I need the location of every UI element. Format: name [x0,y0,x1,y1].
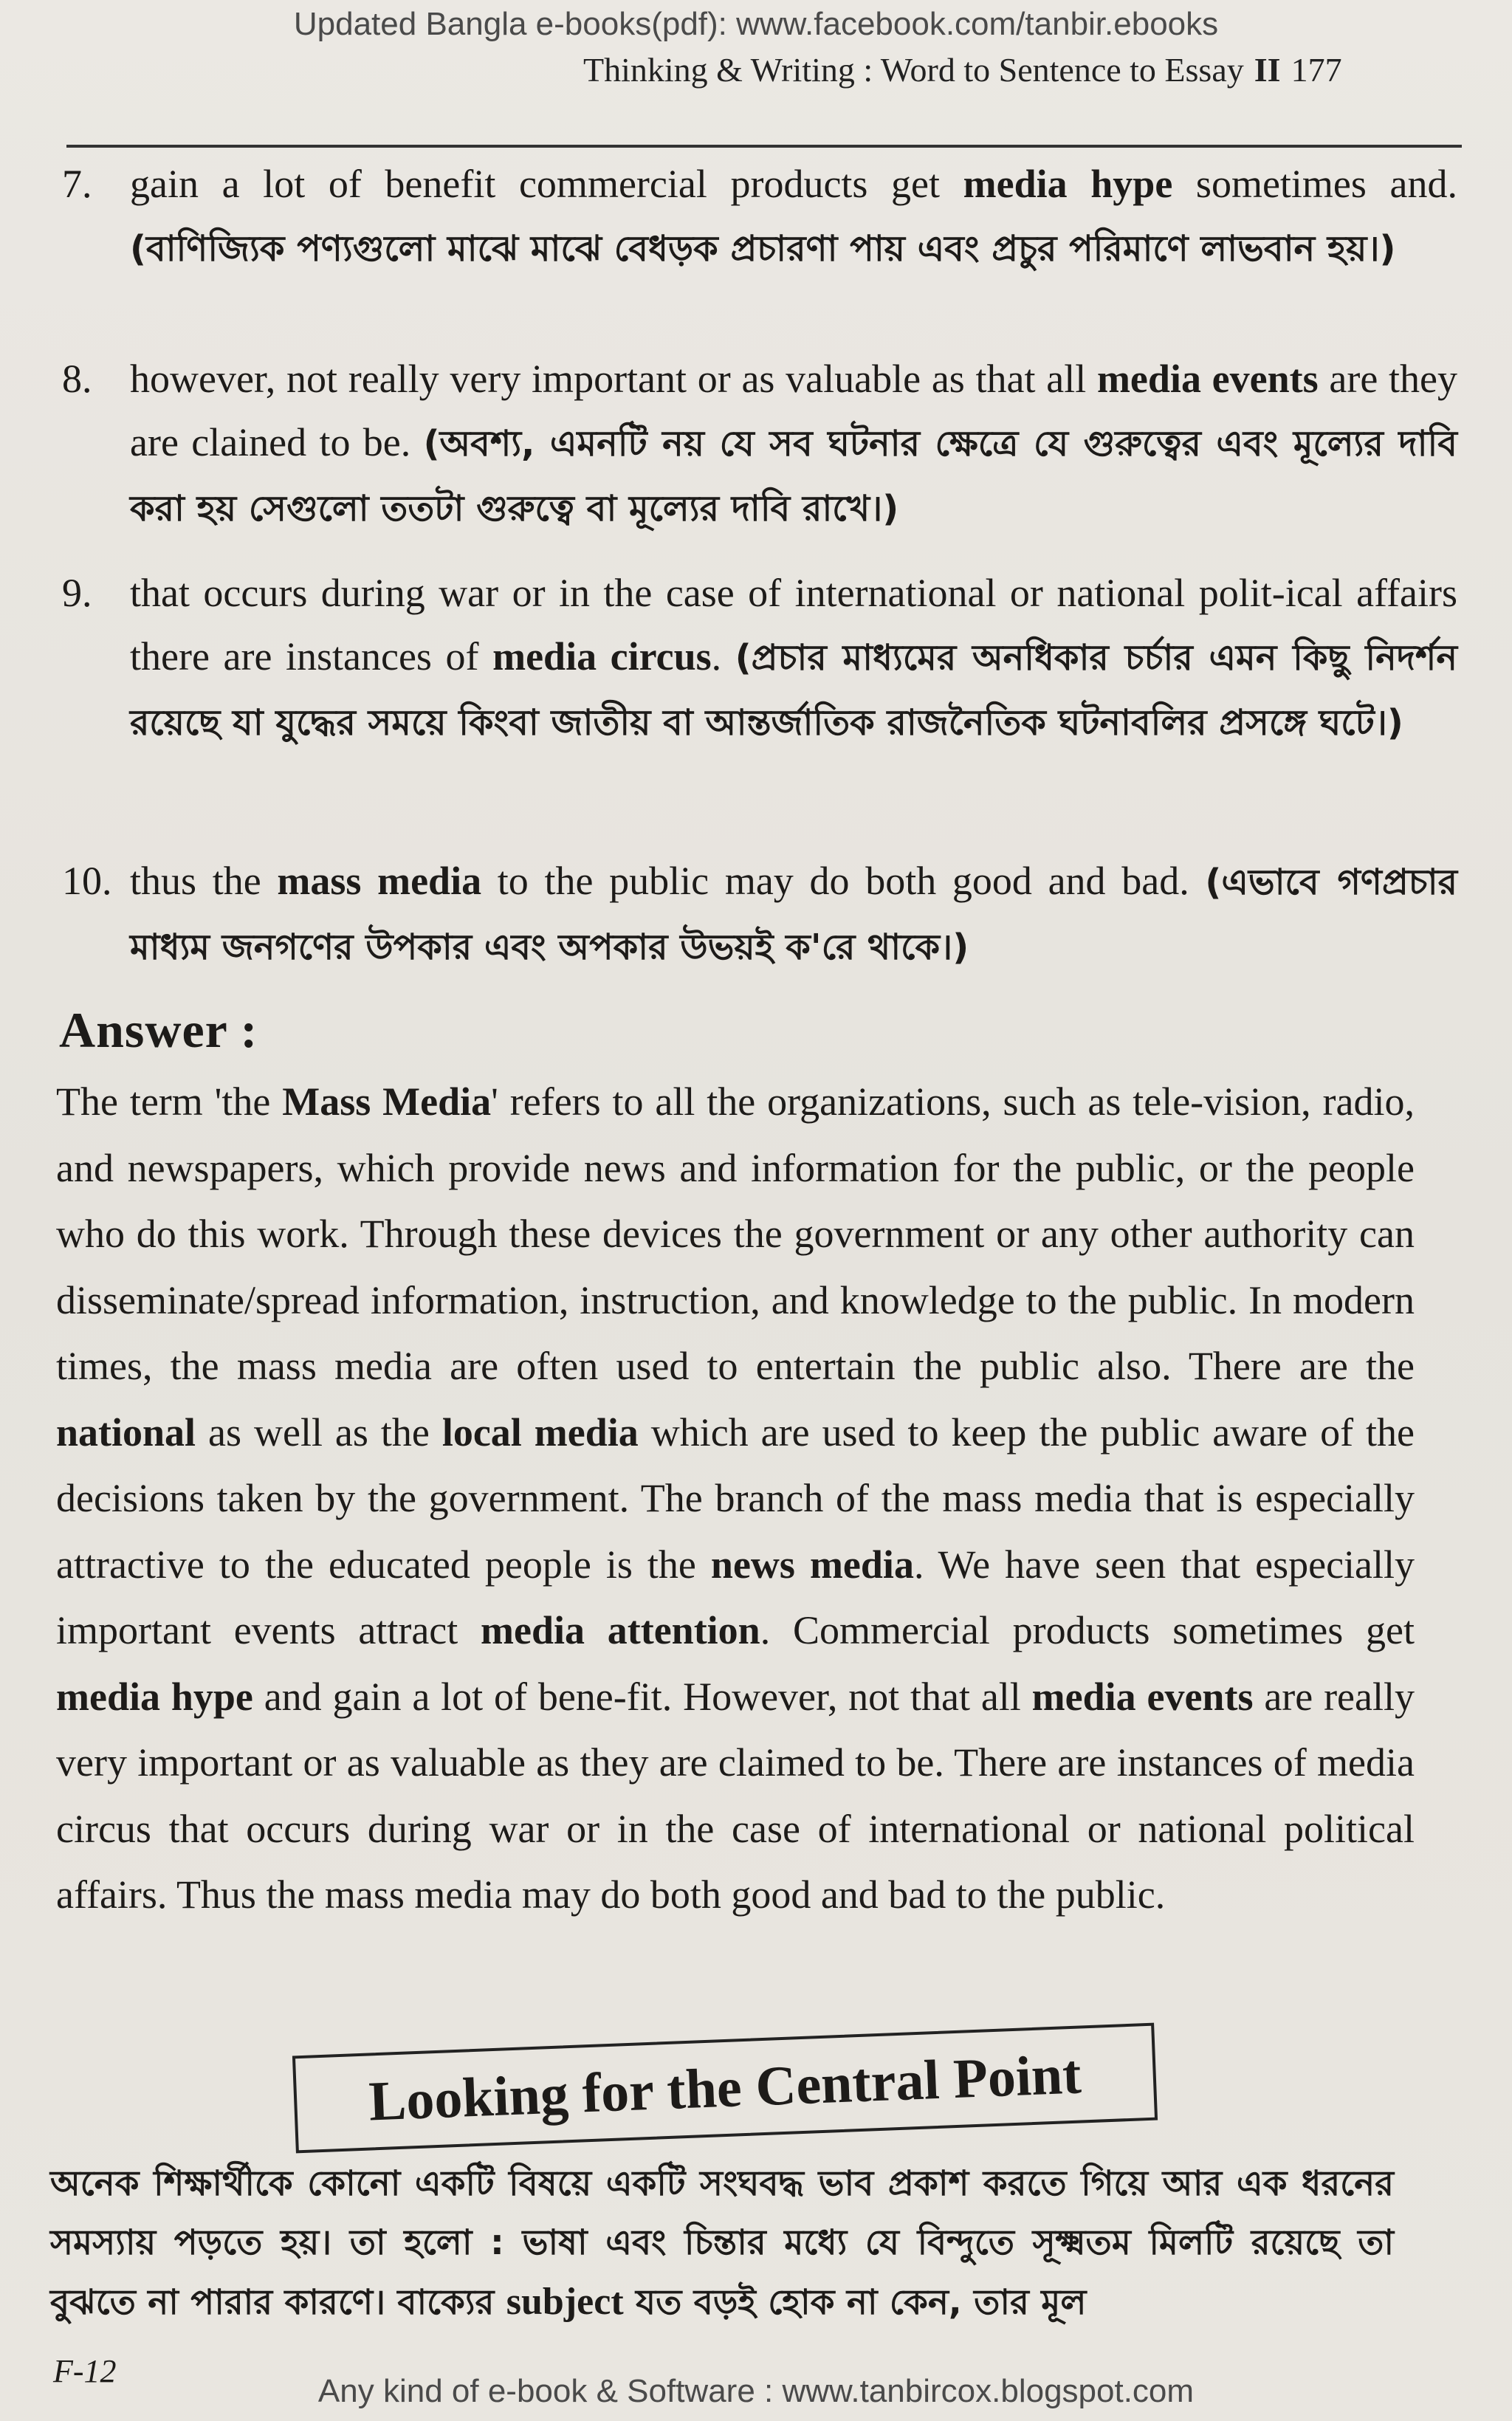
item-text-plain: that occurs during war or in the case of international or national polit-ical affairs there are instances of [130,571,1457,679]
item-key-term: media hype [963,162,1173,206]
section-intro-english-term: subject [506,2281,624,2323]
answer-key-term: media events [1031,1674,1254,1719]
running-head [583,50,1462,89]
item-text [130,561,1457,755]
item-bangla-translation: (এভাবে গণপ্রচার মাধ্যম জনগণের উপকার এবং অপকার উভয়ই ক'রে থাকে।) [130,862,1458,968]
item-text-plain: gain a lot of benefit commercial products get [130,162,963,206]
header-rule [66,145,1462,148]
answer-key-term: media attention [481,1608,760,1652]
answer-text: are really very important or as valuable as they are claimed to be. There are instances of media circus that occurs during war or in the case of international or national political affairs. Thus the mass media may do both good and bad to the public. [56,1674,1415,1917]
answer-key-term: national [56,1409,196,1455]
section-intro-paragraph [50,2154,1394,2332]
section-heading: Looking for the Central Point [367,2043,1082,2133]
list-item-8 [62,347,1457,540]
answer-key-term: news media [710,1542,914,1587]
item-text [130,347,1457,540]
page-number: 177 [1291,51,1342,89]
section-intro-text: অনেক শিক্ষার্থীকে কোনো একটি বিষয়ে একটি সংঘবদ্ধ ভাব প্রকাশ করতে গিয়ে আর এক ধরনের সমস্যায় পড়তে হয়। তা হলো : ভাষা এবং চিন্তার মধ্যে যে বিন্দুতে সূক্ষ্মতম মিলটি রয়েছে তা বুঝতে না পারার কারণে। বাক্যের [50,2163,1394,2323]
item-number: 7. [62,162,92,206]
answer-text: The term 'the [56,1079,283,1124]
answer-text: . Commercial products sometimes get [760,1608,1415,1652]
answer-text: which are used to keep the public aware of the decisions taken by the government. The branch of the mass media that is especially attractive to the educated people is the [56,1409,1415,1587]
section-intro-text: যত বড়ই হোক না কেন, তার মূল [623,2282,1087,2323]
list-item-10 [62,849,1457,979]
answer-text: as well as the [196,1409,442,1455]
answer-text: . We have seen that especially important events attract [56,1542,1415,1652]
item-text [130,849,1457,979]
item-text [130,152,1457,281]
answer-key-term: Mass Media [282,1079,492,1124]
watermark-top: Updated Bangla e-books(pdf): www.facebook.com/tanbir.ebooks [293,6,1219,42]
answer-text: and gain a lot of bene-fit. However, not that all [252,1674,1032,1719]
answer-heading: Answer : [59,1002,258,1058]
answer-text: ' refers to all the organizations, such as tele-vision, radio, and newspapers, which provide news and information for the public, or the people who do this work. Through these devices the government or any other authority can disseminate/spread information, instruction, and knowledge to the public. In modern times, the mass media are often used to entertain the public also. There are the [56,1079,1415,1388]
item-number: 8. [62,357,92,401]
section-heading-box [292,2023,1158,2154]
watermark-bottom: Any kind of e-book & Software : www.tanbircox.blogspot.com [317,2373,1195,2409]
page-signature: F-12 [53,2353,117,2389]
item-text-plain: however, not really very important or as valuable as that all [130,357,1097,401]
item-text-plain: to the public may do both good and bad. [481,859,1206,903]
item-text-plain: . [711,634,735,679]
list-item-9 [62,561,1457,755]
item-bangla-translation: (বাণিজ্যিক পণ্যগুলো মাঝে মাঝে বেধড়ক প্রচারণা পায় এবং প্রচুর পরিমাণে লাভবান হয়।) [130,228,1396,269]
item-number: 9. [62,571,92,615]
item-text-plain: sometimes and. [1172,162,1458,206]
item-key-term: mass media [277,859,482,903]
item-bangla-translation: (অবশ্য, এমনটি নয় যে সব ঘটনার ক্ষেত্রে যে গুরুত্বের এবং মূল্যের দাবি করা হয় সেগুলো ততটা গুরুত্বে বা মূল্যের দাবি রাখে।) [130,423,1457,529]
item-number: 10. [62,859,112,903]
item-key-term: media events [1096,357,1319,401]
answer-paragraph [56,1069,1415,1929]
list-item-7 [62,152,1457,281]
answer-key-term: local media [441,1409,639,1455]
running-head-separator: II [1254,51,1281,89]
answer-key-term: media hype [56,1674,253,1719]
running-head-title: Thinking & Writing : Word to Sentence to Essay [583,51,1244,89]
item-key-term: media circus [492,634,712,679]
item-text-plain: thus the [130,859,278,903]
item-text-plain: are they are clained to be. [130,357,1457,464]
item-bangla-translation: (প্রচার মাধ্যমের অনধিকার চর্চার এমন কিছু নিদর্শন রয়েছে যা যুদ্ধের সময়ে কিংবা জাতীয় বা আন্তর্জাতিক রাজনৈতিক ঘটনাবলির প্রসঙ্গে ঘটে।) [130,637,1457,744]
